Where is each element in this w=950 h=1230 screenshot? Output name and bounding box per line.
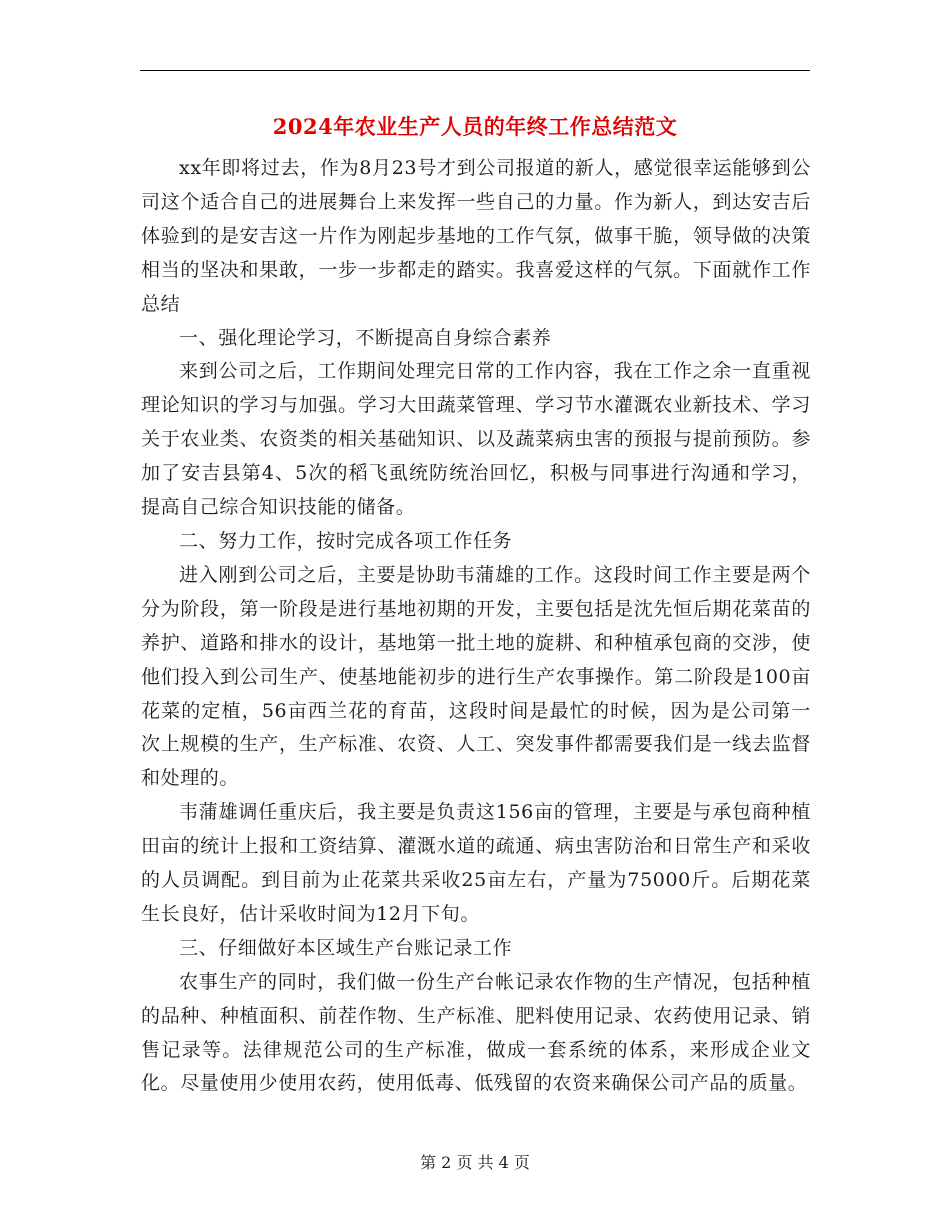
section-heading-3: 三、仔细做好本区域生产台账记录工作: [179, 936, 513, 959]
section-3-paragraph: 农事生产的同时，我们做一份生产台帐记录农作物的生产情况，包括种植的品种、种植面积、前茬作物、生产标准、肥料使用记录、农药使用记录、销售记录等。法律规范公司的生产标准，做成一套系统的体系，来形成企业文化。尽量使用少使用农药，使用低毒、低残留的农资来确保公司产品的质量。: [141, 970, 811, 1095]
section-2-paragraph-1: 进入刚到公司之后，主要是协助韦蒲雄的工作。这段时间工作主要是两个分为阶段，第一阶段是进行基地初期的开发，主要包括是沈先恒后期花菜苗的养护、道路和排水的设计，基地第一批土地的旋耕、和种植承包商的交涉，使他们投入到公司生产、使基地能初步的进行生产农事操作。第二阶段是100亩花菜的定植，56亩西兰花的育苗，这段时间是最忙的时候，因为是公司第一次上规模的生产，生产标准、农资、人工、突发事件都需要我们是一线去监督和处理的。: [141, 563, 811, 790]
page-number-footer: 第 2 页 共 4 页: [420, 1153, 530, 1172]
document-title: 2024年农业生产人员的年终工作总结范文: [272, 114, 678, 139]
intro-paragraph: xx年即将过去，作为8月23号才到公司报道的新人，感觉很幸运能够到公司这个适合自己的进展舞台上来发挥一些自己的力量。作为新人，到达安吉后体验到的是安吉这一片作为刚起步基地的工作气氛，做事干脆，领导做的决策相当的坚决和果敢，一步一步都走的踏实。我喜爱这样的气氛。下面就作工作总结: [141, 157, 811, 315]
section-2-paragraph-2: 韦蒲雄调任重庆后，我主要是负责这156亩的管理，主要是与承包商种植田亩的统计上报和工资结算、灌溉水道的疏通、病虫害防治和日常生产和采收的人员调配。到目前为止花菜共采收25亩左右，产量为75000斤。后期花菜生长良好，估计采收时间为12月下旬。: [141, 801, 811, 925]
header-rule: [140, 70, 810, 71]
section-heading-2: 二、努力工作，按时完成各项工作任务: [179, 529, 513, 552]
section-1-paragraph: 来到公司之后，工作期间处理完日常的工作内容，我在工作之余一直重视理论知识的学习与加强。学习大田蔬菜管理、学习节水灌溉农业新技术、学习关于农业类、农资类的相关基础知识、以及蔬菜病虫害的预报与提前预防。参加了安吉县第4、5次的稻飞虱统防统治回忆，积极与同事进行沟通和学习，提高自己综合知识技能的储备。: [141, 360, 811, 519]
section-heading-1: 一、强化理论学习，不断提高自身综合素养: [179, 326, 552, 349]
document-body: [141, 152, 811, 1101]
